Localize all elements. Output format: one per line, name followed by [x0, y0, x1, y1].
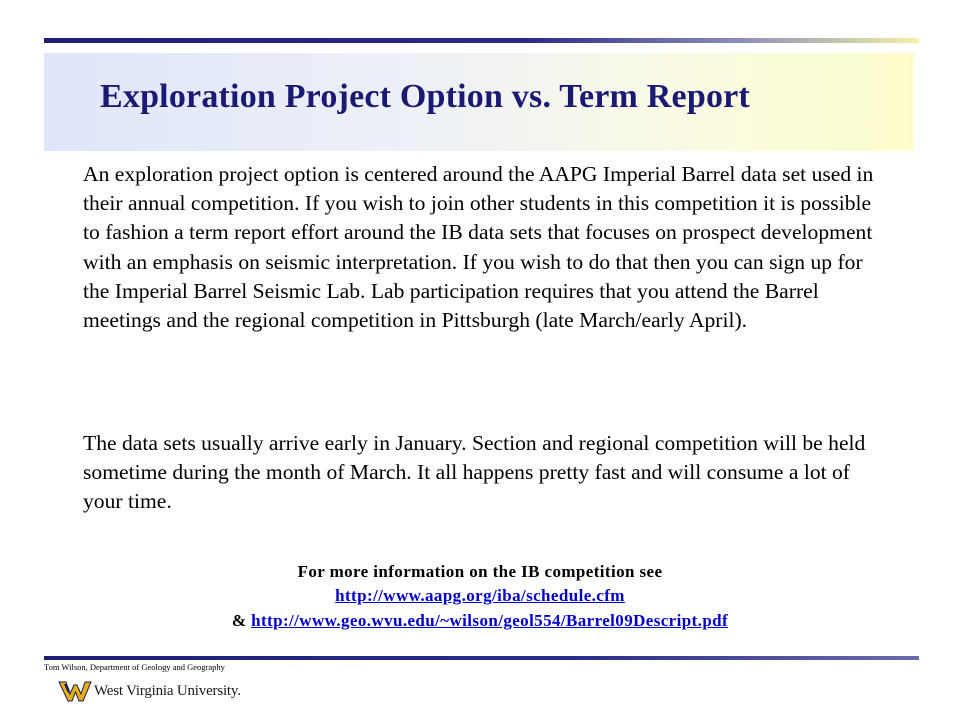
- wvu-wordmark: West Virginia University.: [94, 682, 241, 699]
- ampersand-label: &: [231, 611, 252, 630]
- wvu-logo: [58, 676, 241, 706]
- bottom-divider: [44, 656, 919, 660]
- aapg-schedule-link[interactable]: http://www.aapg.org/iba/schedule.cfm: [335, 586, 625, 605]
- wv-flying-wv-icon: [58, 679, 92, 703]
- top-divider: [44, 38, 919, 43]
- author-credit: Tom Wilson, Department of Geology and Geography: [44, 662, 225, 672]
- more-info-heading: For more information on the IB competition see: [297, 562, 663, 581]
- more-info-line-1: [0, 586, 960, 606]
- body-paragraph-2: The data sets usually arrive early in January. Section and regional competition will be held sometime during the month of March. It all happens pretty fast and will consume a lot of your time.: [83, 431, 866, 514]
- body-paragraph-1: An exploration project option is centered around the AAPG Imperial Barrel data set used in their annual competition. If you wish to join other students in this competition it is possible to fashion a term report effort around the IB data sets that focuses on prospect development with an emphasis on seismic interpretation. If you wish to do that then you can sign up for the Imperial Barrel Seismic Lab. Lab participation requires that you attend the Barrel meetings and the regional competition in Pittsburgh (late March/early April).: [83, 162, 874, 333]
- more-info-line-2: [0, 611, 960, 631]
- slide-title: Exploration Project Option vs. Term Report: [100, 78, 750, 115]
- barrel-description-link[interactable]: http://www.geo.wvu.edu/~wilson/geol554/Barrel09Descript.pdf: [251, 611, 729, 630]
